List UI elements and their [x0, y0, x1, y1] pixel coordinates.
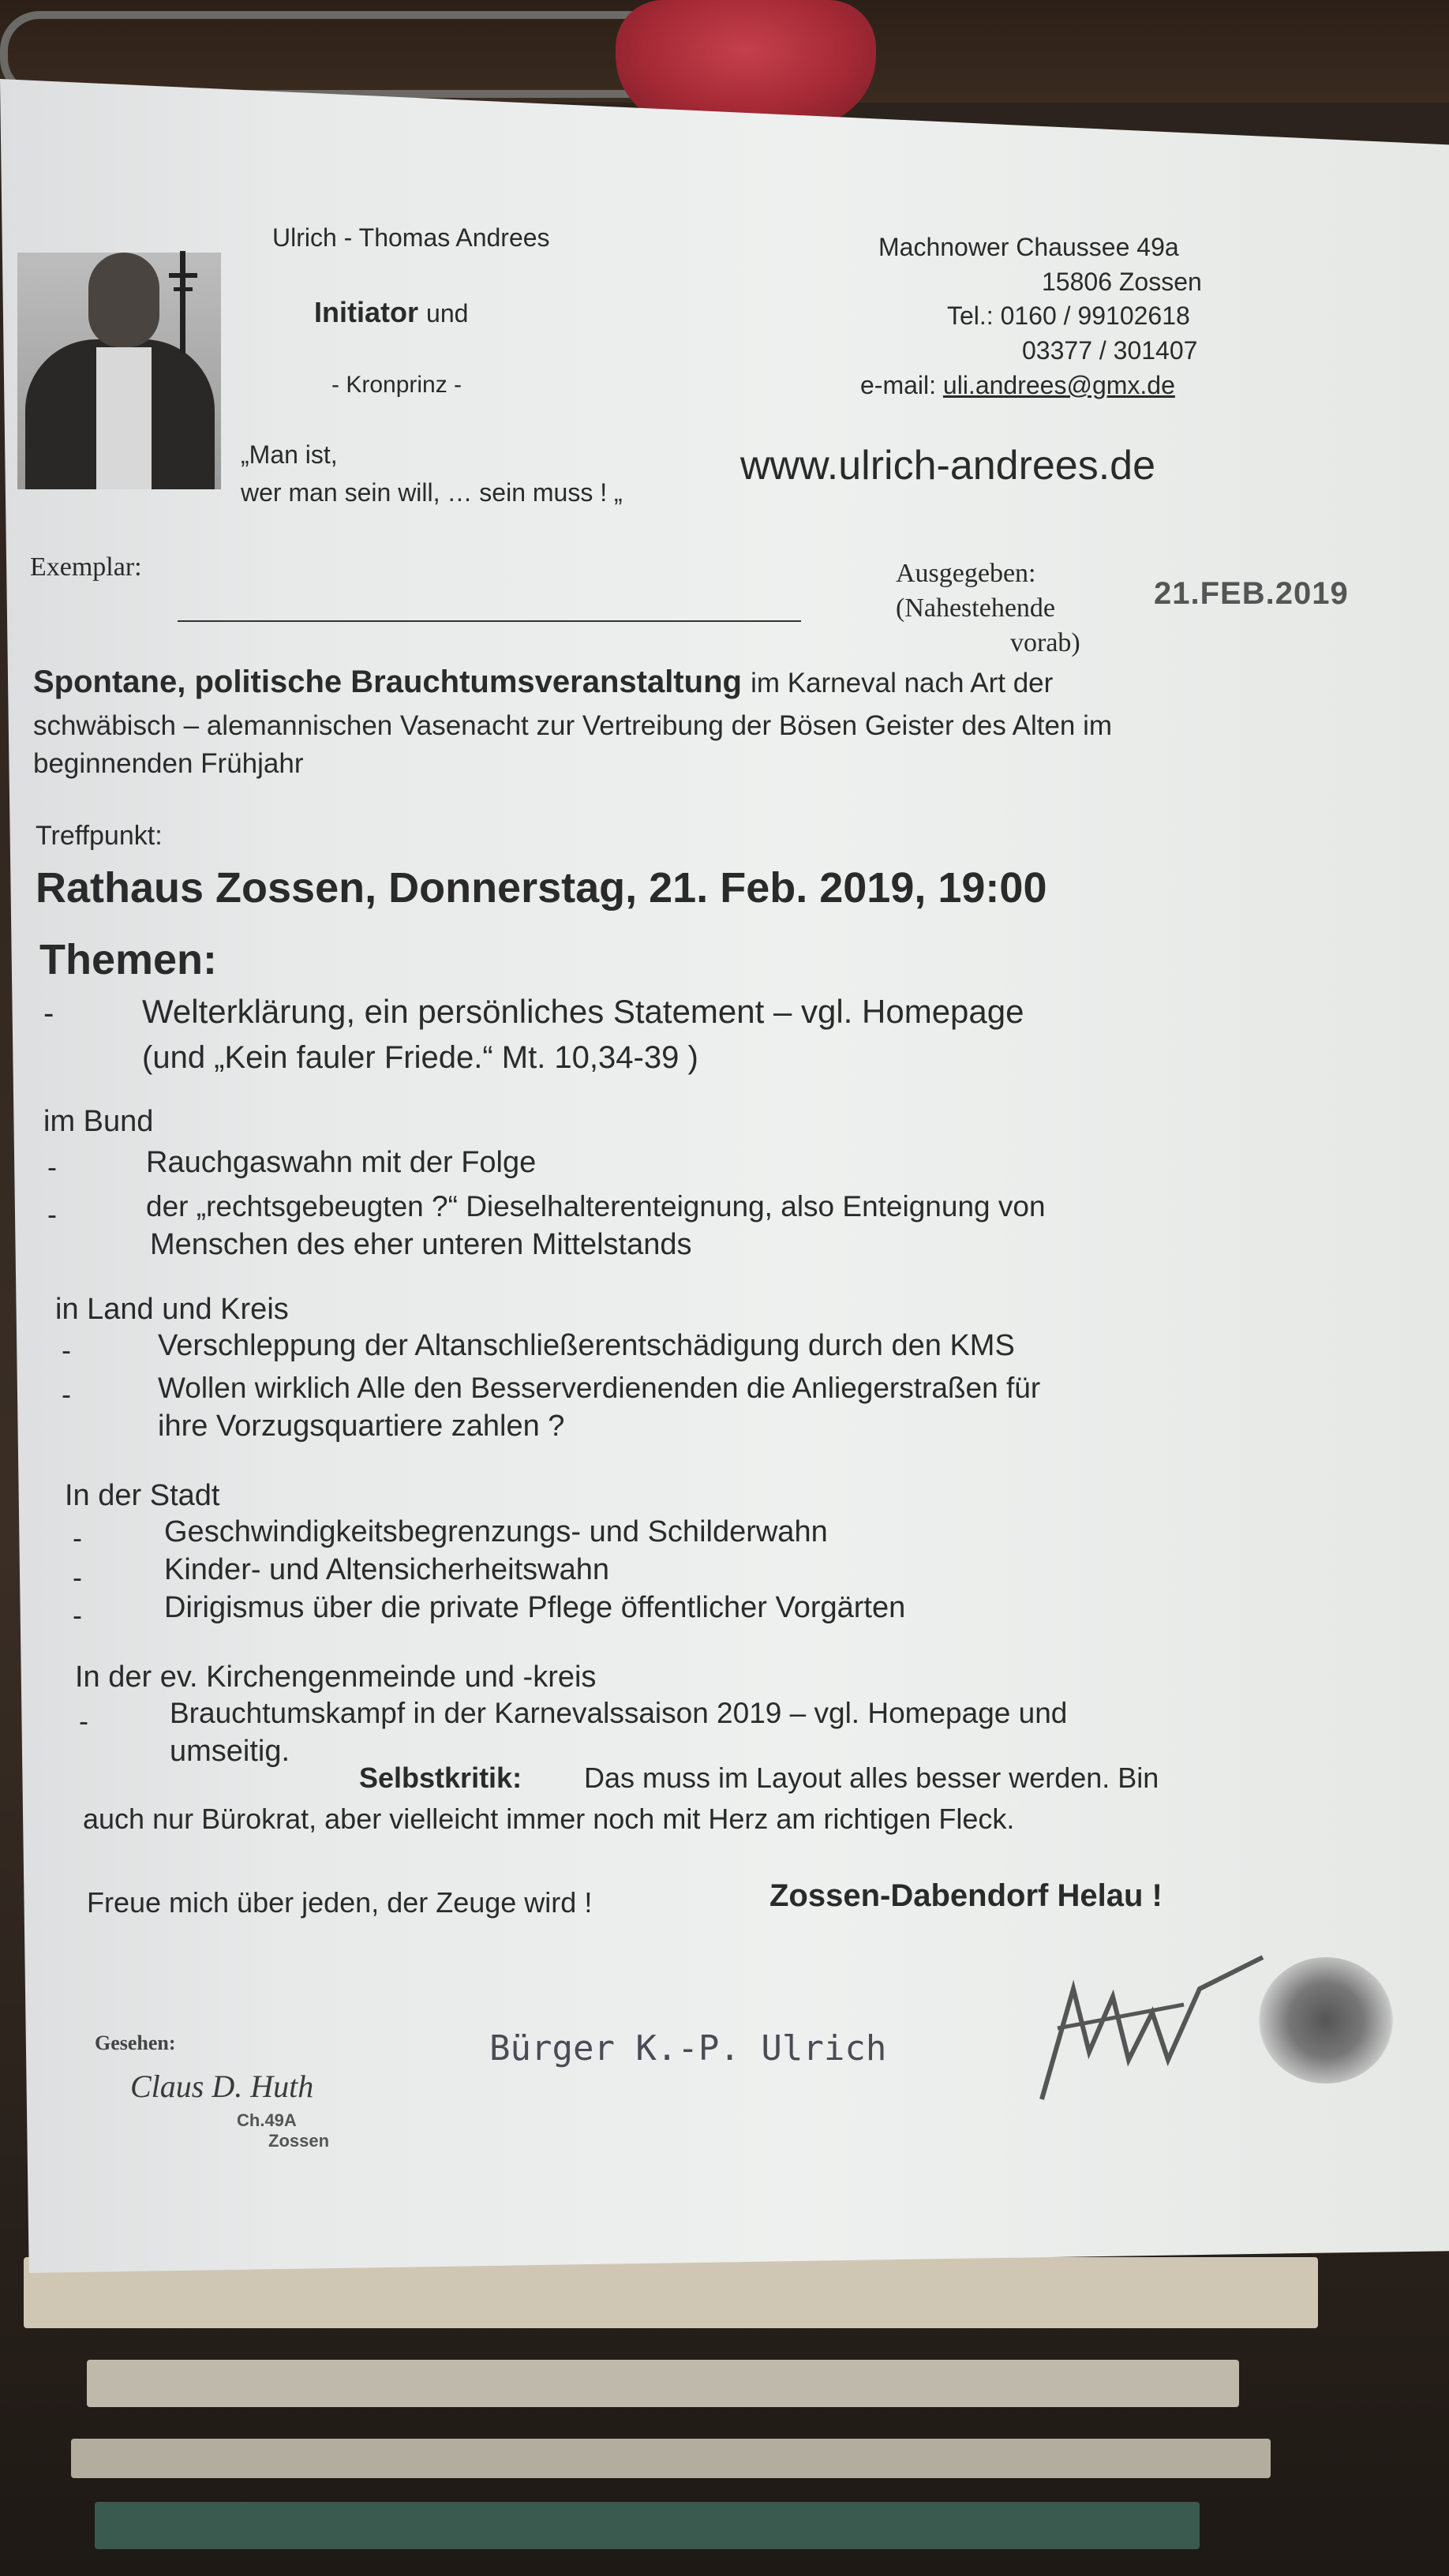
exemplar-line: [178, 620, 801, 622]
topic1-line1: Welterklärung, ein persönliches Statement – vgl. Homepage: [142, 993, 1024, 1030]
land-heading: in Land und Kreis: [55, 1293, 289, 1326]
paper-stack: [0, 2226, 1449, 2576]
phone-1: Tel.: 0160 / 99102618: [947, 301, 1190, 330]
dash-stadt-2: -: [73, 1561, 82, 1593]
role-rest: und: [426, 299, 469, 328]
red-clip: [616, 0, 876, 126]
intro-line3: beginnenden Frühjahr: [33, 748, 304, 779]
bund-heading: im Bund: [43, 1105, 154, 1138]
quote-line2: wer man sein will, … sein muss ! „: [241, 478, 623, 507]
freue-text: Freue mich über jeden, der Zeuge wird !: [87, 1886, 593, 1919]
dash-bund-1: -: [47, 1151, 57, 1183]
exemplar-label: Exemplar:: [30, 552, 142, 582]
website-link[interactable]: www.ulrich-andrees.de: [740, 443, 1156, 489]
selbstkritik-line1: Das muss im Layout alles besser werden. Bin: [584, 1762, 1159, 1794]
bund-item2-line2: Menschen des eher unteren Mittelstands: [150, 1228, 692, 1261]
round-stamp-seal: [1259, 1957, 1393, 2084]
dash-land-2: -: [62, 1378, 71, 1410]
role-line2: - Kronprinz -: [331, 372, 462, 398]
email-label: e-mail:: [860, 371, 937, 399]
email-row: [860, 371, 1175, 400]
address-city: 15806 Zossen: [1042, 268, 1202, 296]
intro-rest: im Karneval nach Art der: [751, 668, 1054, 698]
role-bold: Initiator: [314, 296, 418, 328]
issued-date-stamp: 21.FEB.2019: [1154, 576, 1349, 611]
dash-bund-2: -: [47, 1198, 57, 1230]
land-item1: Verschleppung der Altanschließerentschädigung durch den KMS: [158, 1329, 1015, 1362]
dash-kirche-1: -: [79, 1705, 88, 1737]
intro-bold: Spontane, politische Brauchtumsveranstaltung: [33, 665, 742, 699]
gesehen-stamp-line1: Ch.49A: [237, 2110, 297, 2130]
gesehen-label: Gesehen:: [95, 2031, 176, 2054]
gesehen-stamp-line2: Zossen: [268, 2131, 330, 2151]
intro-line2: schwäbisch – alemannischen Vasenacht zur Vertreibung der Bösen Geister des Alten im: [33, 710, 1113, 741]
helau-text: Zossen-Dabendorf Helau !: [769, 1878, 1163, 1913]
email-link[interactable]: uli.andrees@gmx.de: [942, 371, 1175, 399]
stadt-heading: In der Stadt: [65, 1479, 220, 1512]
stadt-item2: Kinder- und Altensicherheitswahn: [164, 1553, 610, 1586]
selbstkritik-line2: auch nur Bürokrat, aber vielleicht immer noch mit Herz am richtigen Fleck.: [83, 1803, 1015, 1835]
gesehen-signature: Claus D. Huth: [130, 2069, 314, 2104]
kirche-item1-line2: umseitig.: [170, 1735, 290, 1768]
issued-sub2: vorab): [1010, 628, 1080, 657]
bund-item2-line1: der „rechtsgebeugten ?“ Dieselhalterenteignung, also Enteignung von: [146, 1190, 1046, 1222]
land-item2-line1: Wollen wirklich Alle den Besserverdienenden die Anliegerstraßen für: [158, 1372, 1041, 1404]
address-street: Machnower Chaussee 49a: [878, 233, 1179, 261]
stadt-item3: Dirigismus über die private Pflege öffentlicher Vorgärten: [164, 1591, 906, 1624]
issued-sub1: (Nahestehende: [896, 593, 1056, 623]
dash-stadt-1: -: [73, 1522, 82, 1554]
stadt-item1: Geschwindigkeitsbegrenzungs- und Schilderwahn: [164, 1515, 828, 1548]
topic1-line2: (und „Kein fauler Friede.“ Mt. 10,34-39 ): [142, 1040, 698, 1075]
dash-land-1: -: [62, 1334, 71, 1366]
intro-line1: [33, 665, 1053, 700]
kirche-heading: In der ev. Kirchengenmeinde und -kreis: [75, 1661, 597, 1694]
author-role: [314, 296, 468, 329]
quote-line1: „Man ist,: [241, 440, 338, 469]
author-name: Ulrich - Thomas Andrees: [272, 223, 550, 252]
land-item2-line2: ihre Vorzugsquartiere zahlen ?: [158, 1410, 565, 1443]
topics-heading: Themen:: [39, 936, 218, 983]
meeting-label: Treffpunkt:: [36, 821, 163, 851]
dash-1: -: [43, 996, 54, 1031]
cross-icon: [167, 251, 199, 354]
selbstkritik-label: Selbstkritik:: [359, 1762, 522, 1794]
bund-item1: Rauchgaswahn mit der Folge: [146, 1146, 537, 1179]
buerger-signature: Bürger K.-P. Ulrich: [489, 2028, 887, 2069]
dash-stadt-3: -: [73, 1599, 82, 1631]
meeting-headline: Rathaus Zossen, Donnerstag, 21. Feb. 2019, 19:00: [36, 864, 1047, 912]
handwritten-signature: [1026, 1941, 1279, 2115]
issued-label: Ausgegeben:: [896, 559, 1036, 588]
kirche-item1-line1: Brauchtumskampf in der Karnevalssaison 2019 – vgl. Homepage und: [170, 1697, 1068, 1729]
phone-2: 03377 / 301407: [1022, 336, 1198, 365]
